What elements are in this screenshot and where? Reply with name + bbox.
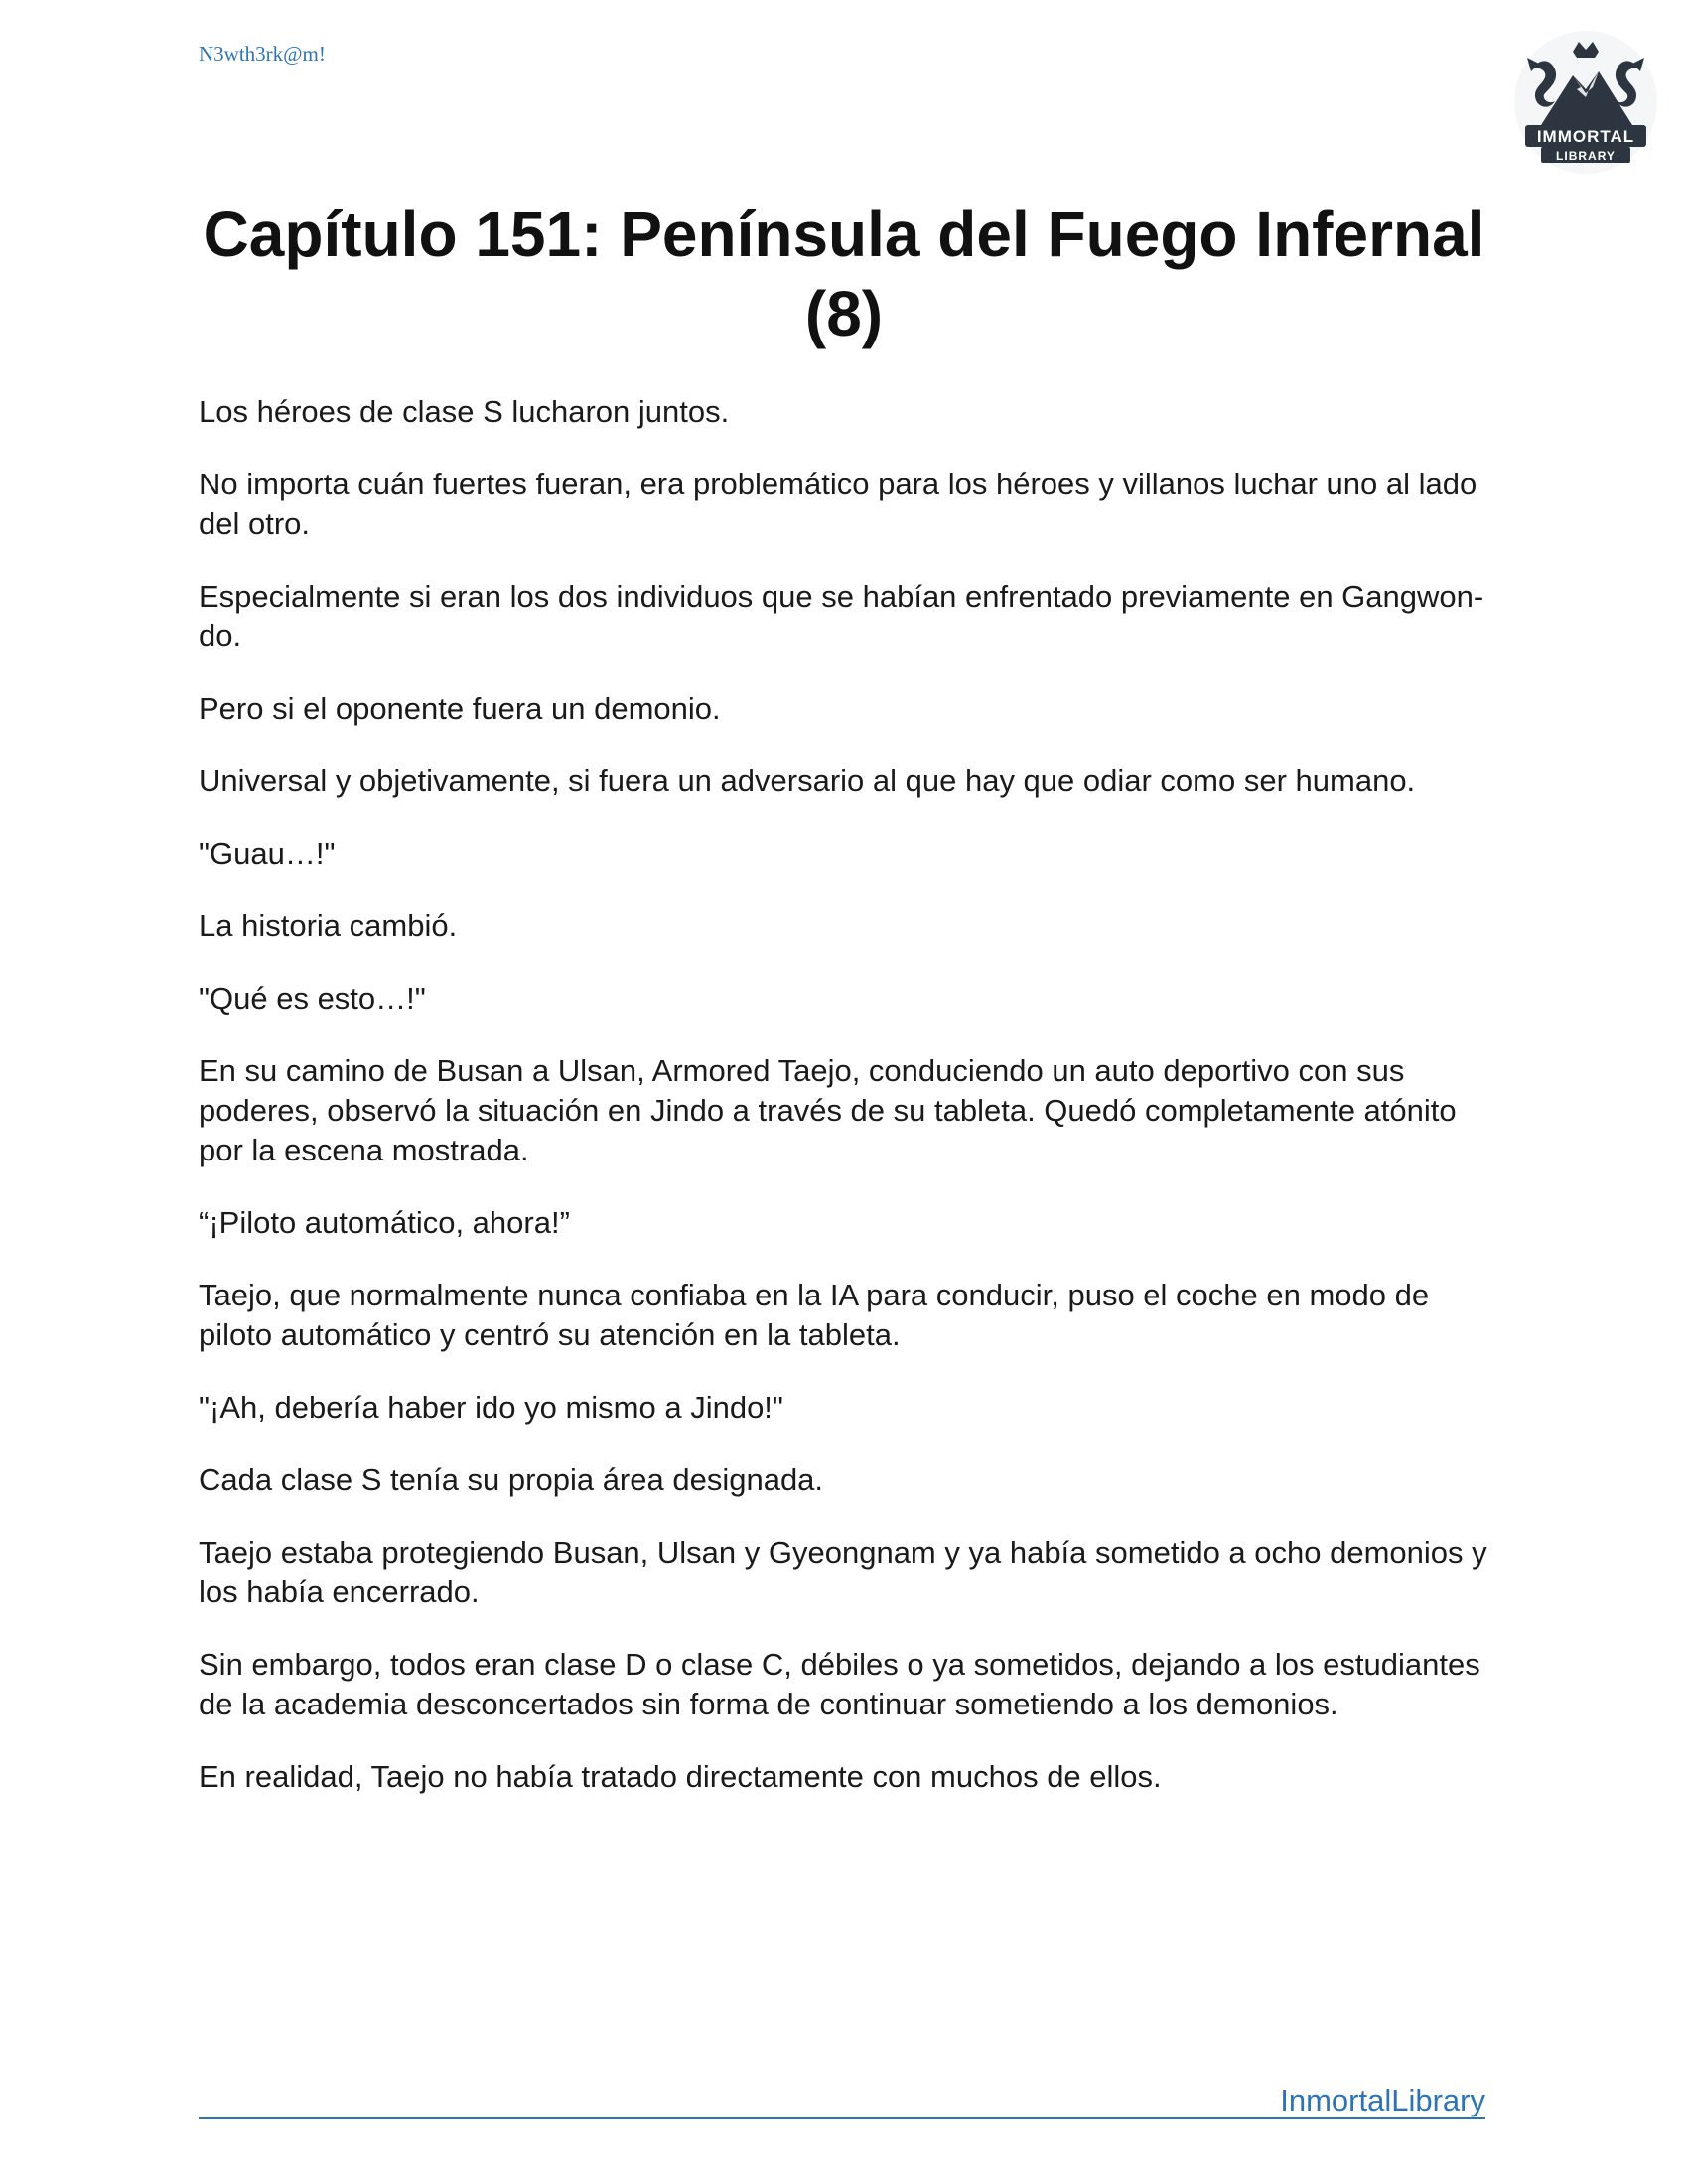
paragraph: Sin embargo, todos eran clase D o clase C, débiles o ya sometidos, dejando a los estudiantes de la academia desconcertados sin forma de continuar sometiendo a los demonios.: [199, 1647, 1480, 1721]
svg-text:IMMORTAL: IMMORTAL: [1536, 127, 1635, 146]
footer-library-link[interactable]: InmortalLibrary: [1280, 2083, 1485, 2117]
paragraph: La historia cambió.: [199, 908, 458, 943]
paragraph: Los héroes de clase S lucharon juntos.: [199, 394, 730, 429]
paragraph: "Guau…!": [199, 836, 336, 871]
header-watermark-text: N3wth3rk@m!: [199, 42, 326, 66]
paragraph: "¡Ah, debería haber ido yo mismo a Jindo!": [199, 1390, 783, 1425]
svg-text:LIBRARY: LIBRARY: [1556, 149, 1616, 163]
paragraph: Especialmente si eran los dos individuos que se habían enfrentado previamente en Gangwon-do.: [199, 579, 1484, 653]
paragraph: En realidad, Taejo no había tratado directamente con muchos de ellos.: [199, 1759, 1162, 1794]
paragraph: Cada clase S tenía su propia área designada.: [199, 1462, 824, 1497]
paragraph: Universal y objetivamente, si fuera un adversario al que hay que odiar como ser humano.: [199, 763, 1416, 798]
chapter-title: Capítulo 151: Península del Fuego Infernal (8): [203, 199, 1485, 349]
paragraph: Pero si el oponente fuera un demonio.: [199, 691, 721, 726]
footer-divider: [199, 2117, 1485, 2119]
paragraph: No importa cuán fuertes fueran, era problemático para los héroes y villanos luchar uno al lado del otro.: [199, 467, 1477, 541]
paragraph: En su camino de Busan a Ulsan, Armored Taejo, conduciendo un auto deportivo con sus poderes, observó la situación en Jindo a través de su tableta. Quedó completamente atónito por la escena mostrada.: [199, 1053, 1457, 1167]
immortal-library-logo: [1511, 28, 1660, 177]
chapter-body: [199, 392, 1489, 1830]
paragraph: Taejo estaba protegiendo Busan, Ulsan y Gyeongnam y ya había sometido a ocho demonios y los había encerrado.: [199, 1535, 1487, 1609]
paragraph: “¡Piloto automático, ahora!”: [199, 1205, 570, 1240]
paragraph: Taejo, que normalmente nunca confiaba en la IA para conducir, puso el coche en modo de piloto automático y centró su atención en la tableta.: [199, 1278, 1430, 1352]
paragraph: "Qué es esto…!": [199, 981, 426, 1016]
